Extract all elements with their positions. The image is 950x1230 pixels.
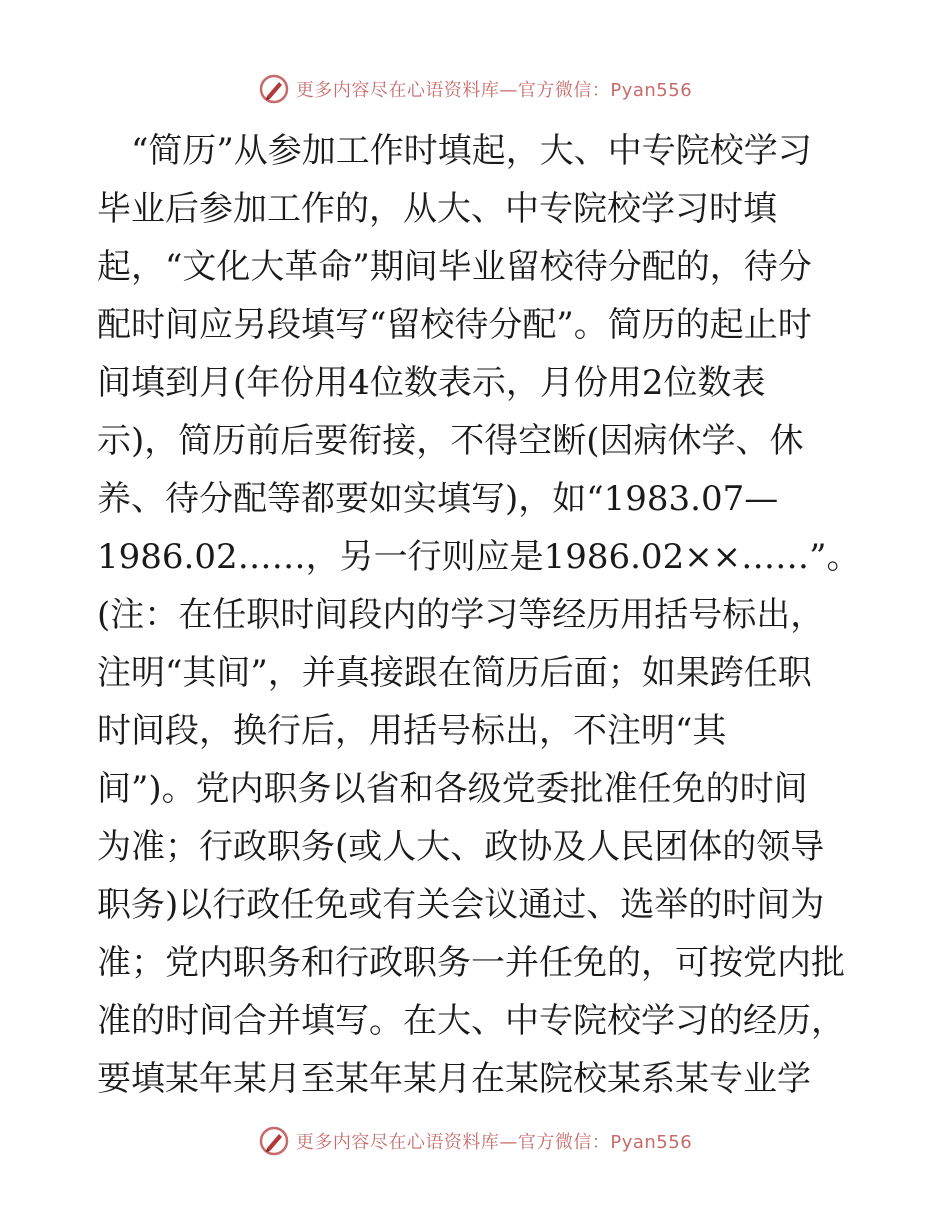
watermark-text: 更多内容尽在心语资料库—官方微信：Pyan556 [295,1132,693,1153]
text-line: 间”)。党内职务以省和各级党委批准任免的时间 [97,769,808,809]
text-line: 毕业后参加工作的，从大、中专院校学习时填 [97,189,777,229]
text-line: “简历”从参加工作时填起，大、中专院校学习 [97,131,812,171]
text-line: (注：在任职时间段内的学习等经历用括号标出， [97,595,825,635]
text-line: 准；党内职务和行政职务一并任免的，可按党内批 [97,943,845,983]
text-line: 职务)以行政任免或有关会议通过、选举的时间为 [97,885,825,925]
pen-logo-icon [258,73,290,105]
watermark-footer [0,1124,950,1158]
watermark-text: 更多内容尽在心语资料库—官方微信：Pyan556 [295,80,693,101]
pen-logo-icon [258,1125,290,1157]
text-line: 间填到月(年份用4位数表示，月份用2位数表 [97,363,766,403]
text-line: 示)，简历前后要衔接，不得空断(因病休学、休 [97,421,804,461]
document-body [97,122,861,1108]
text-line: 注明“其间”，并真接跟在简历后面；如果跨任职 [97,653,812,693]
watermark-header [0,72,950,106]
text-line: 准的时间合并填写。在大、中专院校学习的经历， [97,1001,845,1041]
text-line: 起，“文化大革命”期间毕业留校待分配的，待分 [97,247,812,287]
text-line: 为准；行政职务(或人大、政协及人民团体的领导 [97,827,825,867]
text-line: 养、待分配等都要如实填写)，如“1983.07— [97,479,779,519]
text-line: 要填某年某月至某年某月在某院校某系某专业学 [97,1059,811,1099]
text-line: 时间段，换行后，用括号标出，不注明“其 [97,711,727,751]
text-line: 1986.02……，另一行则应是1986.02××……”。 [97,537,861,577]
text-line: 配时间应另段填写“留校待分配”。简历的起止时 [97,305,812,345]
